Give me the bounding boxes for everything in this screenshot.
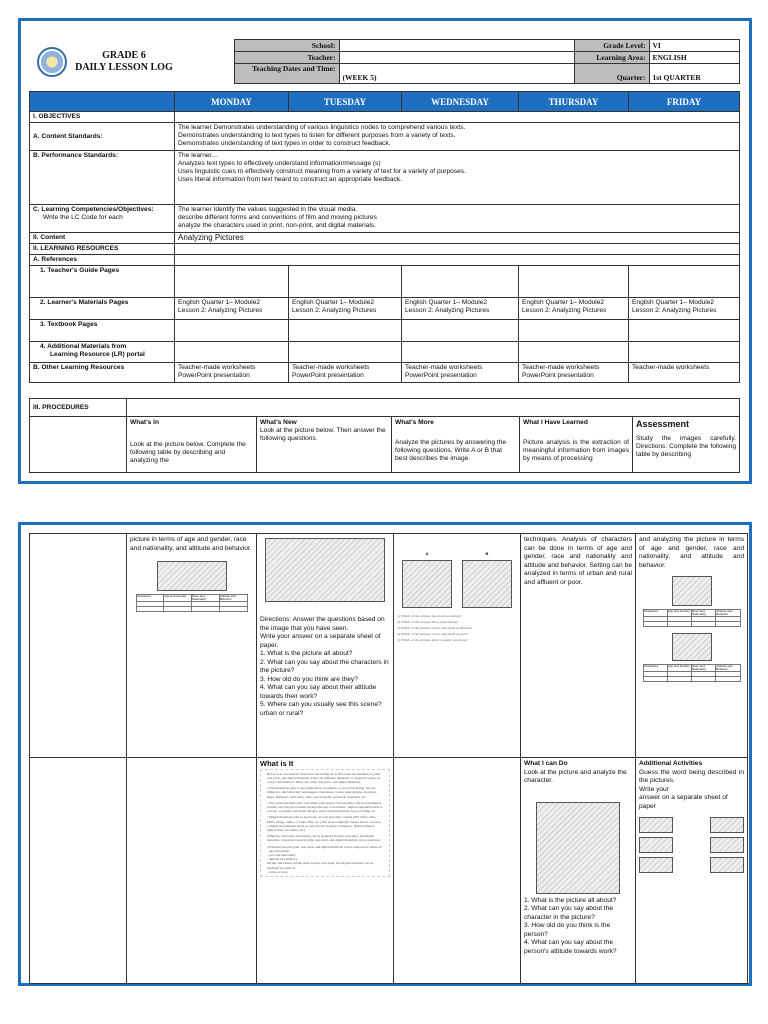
learned-cell: What I Have Learned Picture analysis is the extraction of meaningful information from images by means of processing [520,417,633,473]
classroom-picture [157,561,227,591]
content-standards-label: A. Content Standards: [30,123,175,151]
day-monday: MONDAY [175,92,289,112]
content-standards: The learner Demonstrates understanding of various linguistics nodes to comprehend various texts. Demonstrates understanding to text types to listen for different purposes from a variety of texts. Demonstrates understanding of text types in order to construct feedback. [175,123,740,151]
olr-friday: Teacher-made worksheets [629,363,740,383]
quarter-value: 1st QUARTER [649,64,739,84]
learners-materials-label: 2. Learner's Materials Pages [30,298,175,320]
teachers-guide-label: 1. Teacher's Guide Pages [30,266,175,298]
school-value [339,40,574,52]
competencies-label: C. Learning Competencies/Objectives: Write the LC Code for each [30,205,175,233]
grade-level-label: Grade Level: [574,40,649,52]
guess-picture-4 [710,837,744,853]
whats-in-cell: What's In Look at the picture below. Complete the following table by describing and analyzing the [127,417,257,473]
mini-analysis-table: Characters Age and Gender Race and Nationality Attitude and Behavior [136,594,248,612]
guess-picture-1 [639,817,673,833]
olr-wednesday: Teacher-made worksheets PowerPoint presentation [402,363,519,383]
procedures-continued-table [29,533,748,984]
school-label: School: [234,40,339,52]
page-2 [18,522,752,986]
objectives-label: I. OBJECTIVES [30,112,175,123]
weaver-picture [536,802,620,894]
performance-standards-label: B. Performance Standards: [30,151,175,205]
whats-new-cell: What's New Look at the picture below. Then answer the following questions. [257,417,392,473]
whats-more-cell: What's More Analyze the pictures by answering the following questions. Write A or B that best describes the image. [392,417,520,473]
lm-monday: English Quarter 1– Module2 Lesson 2: Analyzing Pictures [175,298,289,320]
procedures-label: III. PROCEDURES [30,399,127,417]
dates-value: (WEEK 5) [339,64,574,84]
guess-picture-5 [639,857,673,873]
olr-monday: Teacher-made worksheets PowerPoint presentation [175,363,289,383]
guess-picture-2 [710,817,744,833]
textbook-label: 3. Textbook Pages [30,320,175,342]
wednesday-cont: A B 1) Which of the pictures has an urban setting? 2) Which of the pictures has a rural setting? 3) Which of the pictures can be described as affluent? 4) Which of the pictures can be described as poor? 5) Which of the pictures show younger age group? [394,534,521,758]
log-title: GRADE 6 DAILY LESSON LOG [75,49,173,73]
assessment-picture-2 [672,633,712,661]
learning-resources-label: II. LEARNING RESOURCES [30,244,175,255]
additional-activities-cell: Additional Activities Guess the word being described in the pictures. Write your answer on a separate sheet of paper [636,758,748,984]
grade-level-value: VI [649,40,739,52]
assessment-table-2: Characters Age and Gender Race and Nationality Attitude and Behavior [643,664,741,682]
day-tuesday: TUESDAY [289,92,402,112]
content-label: II. Content [30,233,175,244]
competencies: The learner Identify the values suggested in the visual media. describe different forms and conventions of film and moving pictures analyze the characters used in print, non-print, and digital materials. [175,205,740,233]
learning-area-label: Learning Area: [574,52,649,64]
picture-a [402,560,452,608]
monday-cont: picture in terms of age and gender, race and nationality, and attitude and behavior. Characters Age and Gender Race and Nationality Attitude and Behavior [127,534,257,758]
assessment-cell: Assessment Study the images carefully. Directions: Complete the following table by describing [633,417,740,473]
what-is-it-document: Before you can analyze characters and setting let us first learn the meaning of print, non-print, and digital materials. There are different materials or resources where we can get information. These are: print, non-print, and digital materials. • Print materials refer to any publication, document, or record including, but not limited to, the following: newspapers, magazines, books, photographs, drawings, maps, almanacs, dictionary, atlas, encyclopedia, yearbook, magazine, etc. • Non-print materials refer to formats with special characteristics whose information content can only be accessed through the use of machines / digital equipment such as e-book, e-journals, electronic images, audio-visual materials, tape recording, etc. • Digital Materials refer to electronic records and other content (MS Office files, PDFs, image, audio, or video files, etc.) that were originally created and/or stored in a digital environment (such as web servers, desktop computers, digital cameras, digital video recorders, etc.) Similarly, characters and setting can be analyzed in print, non-print, and digital materials. Characters used in print, non-print, and digital materials can be analyzed. Characters used in print, non-print, and digital materials can be analyzed in terms of: - age and gender - race and nationality - attitude and behavior On the other hand, setting used in print, non-print, and digital materials can be analyzed in terms of: - urban or rural [260,769,390,877]
assessment-picture-1 [672,576,712,606]
dates-label: Teaching Dates and Time: [234,64,339,84]
wed-questions: 1) Which of the pictures has an urban setting? 2) Which of the pictures has a rural setting? 3) Which of the pictures can be described as affluent? 4) Which of the pictures can be described as poor? 5) Which of the pictures show younger age group? [397,613,473,642]
references-label: A. References [30,255,175,266]
lesson-table [29,91,740,383]
lm-wednesday: English Quarter 1– Module2 Lesson 2: Analyzing Pictures [402,298,519,320]
lm-friday: English Quarter 1– Module2 Lesson 2: Analyzing Pictures [629,298,740,320]
what-is-it-cell: What is It Before you can analyze characters and setting let us first learn the meaning of print, non-print, and digital materials. There are different materials or resources where we can get information. These are: print, non-print, and digital materials. • Print materials refer to any publication, document, or record including, but not limited to, the following: newspapers, magazines, books, photographs, drawings, maps, almanacs, dictionary, atlas, encyclopedia, yearbook, magazine, etc. • Non-print materials refer to formats with special characteristics whose information content can only be accessed through the use of machines / digital equipment such as e-book, e-journals, electronic images, audio-visual materials, tape recording, etc. • Digital Materials refer to electronic records and other content (MS Office files, PDFs, image, audio, or video files, etc.) that were originally created and/or stored in a digital environment (such as web servers, desktop computers, digital cameras, digital video recorders, etc.) Similarly, characters and setting can be analyzed in print, non-print, and digital materials. Characters used in print, non-print, and digital materials can be analyzed. Characters used in print, non-print, and digital materials can be analyzed in terms of: - age and gender - race and nationality - attitude and behavior On the other hand, setting used in print, non-print, and digital materials can be analyzed in terms of: - urban or rural [257,758,394,984]
lm-tuesday: English Quarter 1– Module2 Lesson 2: Analyzing Pictures [289,298,402,320]
day-thursday: THURSDAY [519,92,629,112]
learning-area-value: ENGLISH [649,52,739,64]
teacher-label: Teacher: [234,52,339,64]
olr-thursday: Teacher-made worksheets PowerPoint presentation [519,363,629,383]
deped-seal-logo [37,47,67,77]
day-friday: FRIDAY [629,92,740,112]
procedures-table [29,398,740,473]
day-wednesday: WEDNESDAY [402,92,519,112]
page-1 [18,18,752,484]
guess-picture-3 [639,837,673,853]
assessment-table-1: Characters Age and Gender Race and Nationality Attitude and Behavior [643,609,741,627]
can-do-cell: What I can Do Look at the picture and analyze the character. 1. What is the picture all about? 2. What can you say about the character in the picture? 3. How old do you think is the person? 4. What can you say about the person's attitude towards work? [521,758,636,984]
teacher-value [339,52,574,64]
picture-b [462,560,512,608]
performance-standards: The learner… Analyzes text types to effectively understand information/message (s) Uses linguistic cues to effectively construct meaning from a variety of text for a variety of purposes. Uses literal information from text heard to construct an appropriate feedback. [175,151,740,205]
additional-materials-label: 4. Additional Materials from Learning Resource (LR) portal [30,342,175,363]
lm-thursday: English Quarter 1– Module2 Lesson 2: Analyzing Pictures [519,298,629,320]
guess-picture-6 [710,857,744,873]
header-table [29,39,740,84]
other-resources-label: B. Other Learning Resources [30,363,175,383]
guess-pictures-grid [639,817,744,873]
farm-workers-picture [265,538,385,602]
quarter-label: Quarter: [574,64,649,84]
tuesday-cont: Directions: Answer the questions based on the image that you have seen. Write your answer on a separate sheet of paper. 1. What is the picture all about? 2. What can you say about the characters in the picture? 3. How old do you think are they? 4. What can you say about their attitude towards their work? 5. Where can you usually see this scene? urban or rural? [257,534,394,758]
content-value: Analyzing Pictures [175,233,740,244]
olr-tuesday: Teacher-made worksheets PowerPoint presentation [289,363,402,383]
friday-cont: and analyzing the picture in terms of age and gender, race and nationality, and attitude and behavior. Characters Age and Gender Race and Nationality Attitude and Behavior Characters Age and Gender Race and Nationality Attitude and Behavior [636,534,748,758]
thursday-cont: techniques. Analysis of characters can be done in terms of age and gender, race and nationality and attitude and behavior. Setting can be analyzed in terms of urban and rural and affluent or poor. [521,534,636,758]
